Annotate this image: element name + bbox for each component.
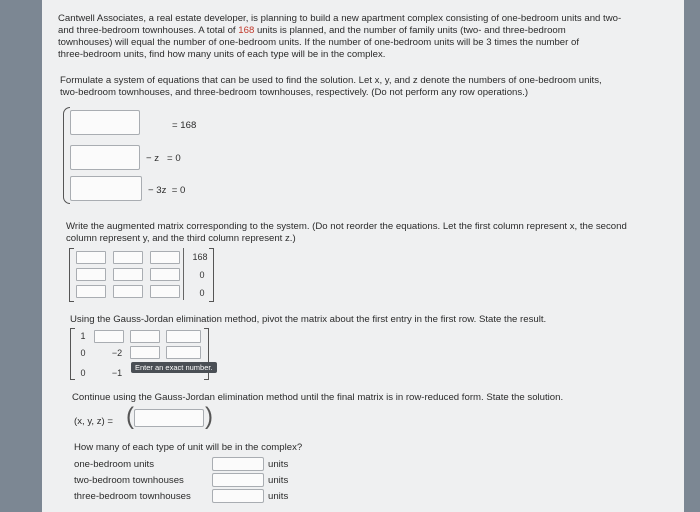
exact-number-tooltip: Enter an exact number. (131, 362, 217, 373)
aug-r2c4-value: 0 (199, 270, 205, 280)
problem-line-2-end: units is planned, and the number of family units (two- and three-bedroom (254, 25, 566, 36)
pivot-r3c1: 0 (80, 368, 86, 378)
equation-2-input[interactable] (70, 145, 140, 170)
aug-r3c4-value: 0 (199, 288, 205, 298)
augmented-line-2: column represent y, and the third column represent z.) (66, 233, 296, 244)
solution-paren-left: ( (126, 403, 134, 430)
pivot-bracket-left (70, 328, 75, 380)
aug-r2c2-input[interactable] (113, 268, 143, 281)
two-bedroom-label: two-bedroom townhouses (74, 475, 184, 486)
pivot-r2c3-input[interactable] (130, 346, 160, 359)
xyz-label: (x, y, z) = (74, 416, 113, 427)
solution-input[interactable] (134, 409, 204, 427)
aug-r3c1-input[interactable] (76, 285, 106, 298)
one-bedroom-input[interactable] (212, 457, 264, 471)
problem-line-1: Cantwell Associates, a real estate developer, is planning to build a new apartment complex consisting of one-bedroom units and two- (58, 13, 622, 24)
augmented-line-1: Write the augmented matrix corresponding to the system. (Do not reorder the equations. Let the first column represent x, the second (66, 221, 627, 232)
aug-r3c2-input[interactable] (113, 285, 143, 298)
equation-1-rhs: = 168 (172, 120, 197, 131)
aug-r1c2-input[interactable] (113, 251, 143, 264)
question-page (42, 0, 684, 512)
equation-2-rhs: − z = 0 (146, 153, 181, 164)
two-bedroom-input[interactable] (212, 473, 264, 487)
problem-line-4: three-bedroom units, find how many units of each type will be in the complex. (58, 49, 386, 60)
aug-r2c1-input[interactable] (76, 268, 106, 281)
total-units-value: 168 (238, 25, 255, 36)
pivot-r1c1: 1 (80, 331, 86, 341)
continue-instruction: Continue using the Gauss-Jordan elimination method until the final matrix is in row-reduced form. State the solution. (72, 392, 564, 403)
two-bedroom-unit: units (268, 475, 289, 486)
three-bedroom-label: three-bedroom townhouses (74, 491, 191, 502)
pivot-r2c1: 0 (80, 348, 86, 358)
problem-line-2-start: and three-bedroom townhouses. A total of (58, 25, 239, 36)
system-brace (63, 107, 70, 204)
one-bedroom-unit: units (268, 459, 289, 470)
augmented-divider (183, 248, 184, 300)
aug-r3c3-input[interactable] (150, 285, 180, 298)
augmented-bracket-left (69, 248, 74, 302)
equation-1-input[interactable] (70, 110, 140, 135)
units-question: How many of each type of unit will be in the complex? (74, 442, 303, 453)
aug-r1c3-input[interactable] (150, 251, 180, 264)
one-bedroom-label: one-bedroom units (74, 459, 154, 470)
aug-r1c1-input[interactable] (76, 251, 106, 264)
problem-line-2 (58, 25, 566, 38)
formulate-line-2: two-bedroom townhouses, and three-bedroom townhouses, respectively. (Do not perform any row operations.) (60, 87, 529, 98)
pivot-r3c2: −1 (111, 368, 123, 378)
equation-3-rhs: − 3z = 0 (148, 185, 186, 196)
pivot-r2c4-input[interactable] (166, 346, 201, 359)
pivot-instruction: Using the Gauss-Jordan elimination method, pivot the matrix about the first entry in the first row. State the result. (70, 314, 547, 325)
pivot-r2c2: −2 (111, 348, 123, 358)
pivot-r1c3-input[interactable] (130, 330, 160, 343)
problem-line-3: townhouses) will equal the number of one-bedroom units. If the number of one-bedroom units will be 3 times the number of (58, 37, 580, 48)
pivot-r1c4-input[interactable] (166, 330, 201, 343)
aug-r1c4-value: 168 (192, 252, 208, 262)
pivot-r1c2-input[interactable] (94, 330, 124, 343)
three-bedroom-input[interactable] (212, 489, 264, 503)
three-bedroom-unit: units (268, 491, 289, 502)
aug-r2c3-input[interactable] (150, 268, 180, 281)
formulate-line-1: Formulate a system of equations that can be used to find the solution. Let x, y, and z denote the numbers of one-bedroom units, (60, 75, 602, 86)
solution-paren-right: ) (205, 403, 213, 430)
equation-3-input[interactable] (70, 176, 142, 201)
